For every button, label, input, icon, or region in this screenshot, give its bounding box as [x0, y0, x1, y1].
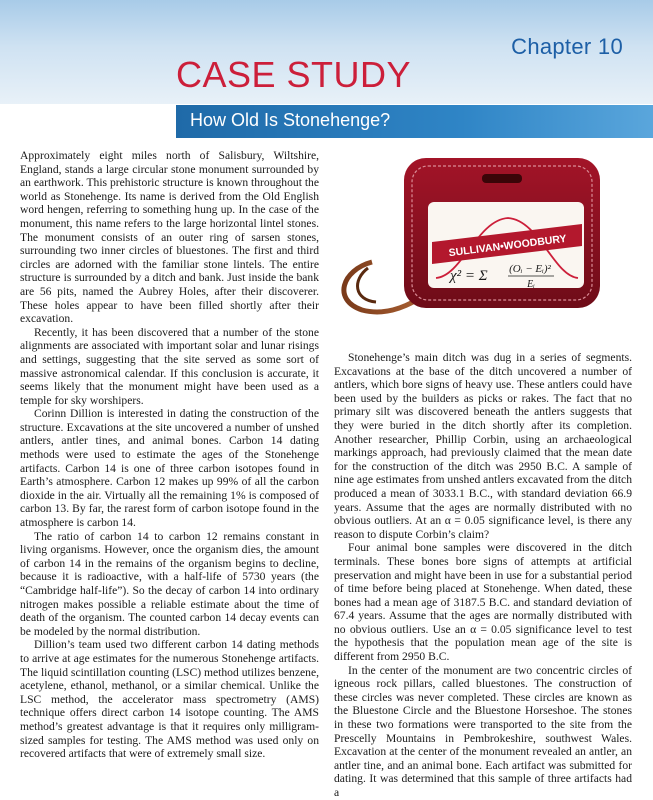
- paragraph: In the center of the monument are two concentric circles of igneous rock pillars, called bluestones. The construction of these circles was never completed. These circles are known as the Bluestone Circle and the Bluestone Horseshoe. The stones in these two formations were transported to the site from the Prescelly Mountains in Pembrokeshire, southwest Wales. Excavation at the center of the monument revealed an antler, an antler tine, and an animal bone. Each artifact was submitted for dating. It was determined that this sample of three artifacts had a: [334, 663, 632, 799]
- luggage-tag-icon: [332, 150, 632, 340]
- brand-text: SULLIVAN•WOODBURY: [448, 232, 568, 260]
- formula-numerator: (Oᵢ − Eᵢ)²: [509, 263, 551, 275]
- paragraph: Dillion’s team used two different carbon 14 dating methods to arrive at age estimates for the numerous Stonehenge artifacts. The liquid scintillation counting (LSC) method utilizes benzene, acetylene, ethanol, methanol, or a similar chemical. Unlike the LSC method, the accelerator mass spectrometry (AMS) technique offers direct carbon 14 isotope counting. The AMS method’s greatest advantage is that it requires only milligram-sized samples for testing. The AMS method was used only on recovered artifacts that were of extremely small size.: [20, 638, 319, 761]
- luggage-tag-illustration: [332, 150, 632, 340]
- paragraph: The ratio of carbon 14 to carbon 12 remains constant in living organisms. However, once the organism dies, the amount of carbon 14 in the remains of the organism begins to decline, because it is radioactive, with a half-life of 5730 years (the “Cambridge half-life”). So the decay of carbon 14 into ordinary nitrogen makes possible a reliable estimate about the time of death of the organism. The counted carbon 14 decay events can be modeled by the normal distribution.: [20, 529, 319, 638]
- subtitle-bar: [176, 105, 653, 138]
- paragraph: Recently, it has been discovered that a number of the stone alignments are associated with important solar and lunar risings and settings, suggesting that the site served as some sort of massive astronomical calendar. If this conclusion is accurate, it seems likely that the monument might have been used as a temple for sky worshipers.: [20, 325, 319, 407]
- tag-strap-loop: [358, 268, 376, 302]
- formula-lhs: χ² = Σ: [450, 268, 488, 284]
- paragraph: Corinn Dillion is interested in dating the construction of the structure. Excavations at the site uncovered a number of unshed antlers, antler tines, and animal bones. Carbon 14 dating methods were used to estimate the ages of the Stonehenge artifacts. Carbon 14 is one of three carbon isotopes found in Earth’s atmosphere. Carbon 12 makes up 99% of all the carbon dioxide in the air. Virtually all the remaining 1% is composed of carbon 13. By far, the rarest form of carbon isotope found in the atmosphere is carbon 14.: [20, 407, 319, 530]
- paragraph: Stonehenge’s main ditch was dug in a series of segments. Excavations at the base of the ditch uncovered a number of antlers, which bore signs of heavy use. These antlers could have been used by the builders as picks or rakes. The fact that no primary silt was discovered beneath the antlers suggests that they were buried in the ditch shortly after its completion. Another researcher, Phillip Corbin, using an archaeological markings approach, had previously claimed that the mean date for the construction of the ditch was 2950 B.C. A sample of nine age estimates from unshed antlers excavated from the ditch produced a mean of 3033.1 B.C., with standard deviation 66.9 years. Assume that the ages are normally distributed with no obvious outliers. At an α = 0.05 significance level, is there any reason to dispute Corbin’s claim?: [334, 351, 632, 541]
- case-study-title: CASE STUDY: [176, 54, 412, 95]
- right-column: [334, 351, 632, 800]
- tag-slot: [482, 174, 522, 183]
- paragraph: Approximately eight miles north of Salisbury, Wiltshire, England, stands a large circular stone monument surrounded by an earthwork. This prehistoric structure is known throughout the world as Stonehenge. Its name is derived from the Old English word hengen, referring to something hung up. In the case of the monument, this name refers to the large horizontal lintel stones. The monument consists of an outer ring of sarsen stones, surrounding two inner circles of bluestones. The first and third circles are adorned with the familiar stone lintels. The entire structure is surrounded by a ditch and bank. Just inside the bank are 56 pits, named the Aubrey Holes, after their discoverer. These holes appear to have been filled shortly after their excavation.: [20, 149, 319, 326]
- left-column: [20, 149, 319, 761]
- formula-denominator: Eᵢ: [527, 279, 535, 290]
- chapter-label: Chapter 10: [511, 34, 623, 59]
- case-study-subtitle: How Old Is Stonehenge?: [190, 110, 391, 130]
- paragraph: Four animal bone samples were discovered in the ditch terminals. These bones bore signs of attempts at artificial preservation and might have been in use for a substantial period of time before being placed at Stonehenge. When dated, these bones had a mean age of 3187.5 B.C. and standard deviation of 67.4 years. Assume that the ages are normally distributed with no obvious outliers. Use an α = 0.05 significance level to test the hypothesis that the population mean age of the site is different from 2950 B.C.: [334, 541, 632, 664]
